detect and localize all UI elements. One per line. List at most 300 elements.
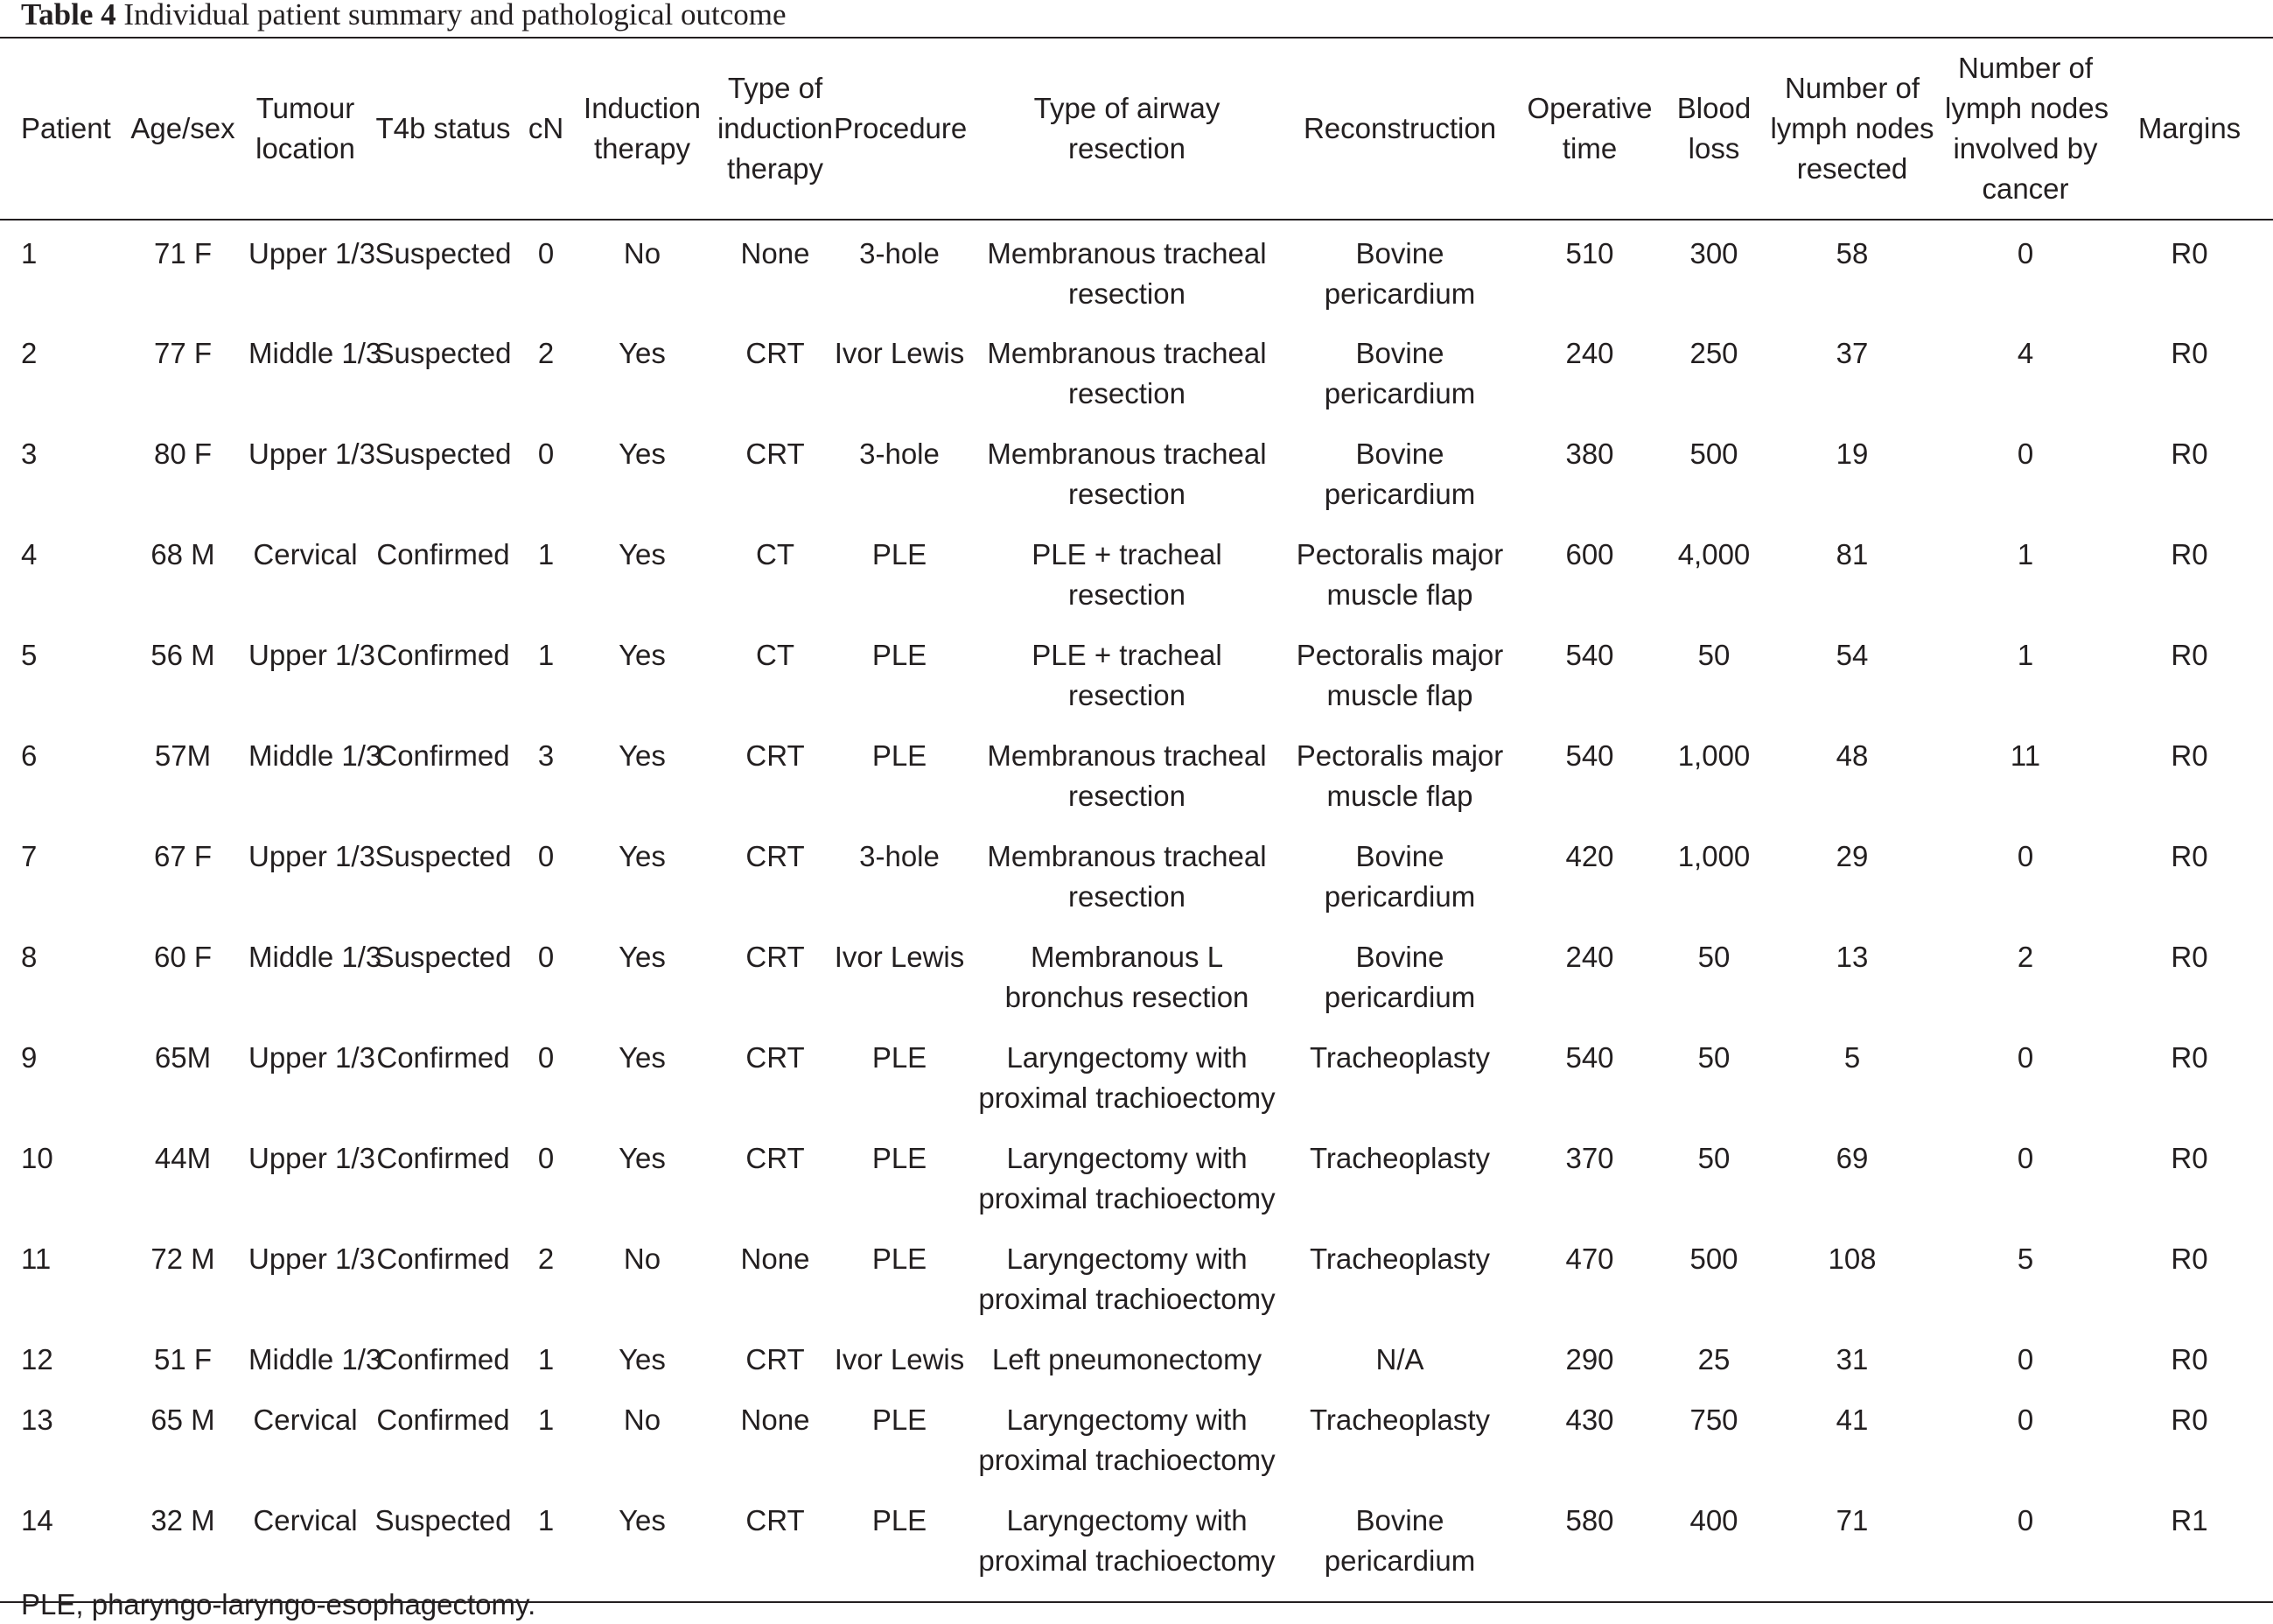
table-cell-line: 0 [537,840,555,872]
table-cell [2106,434,2273,535]
table-cell-line: Tracheoplasty [1309,1404,1491,1436]
table-cell-line: 7 [21,840,38,872]
column-header [362,38,524,220]
table-cell-line: 240 [1565,337,1614,369]
table-cell-line: None [740,237,810,270]
table-cell-line: CRT [745,1041,805,1074]
table-cell-line: 0 [2017,237,2034,270]
table-cell [1668,635,1759,736]
table-cell [117,937,248,1038]
table-cell [1289,220,1511,333]
table-cell [2106,1138,2273,1239]
table-cell [834,937,965,1038]
table-cell-line: 0 [537,1041,555,1074]
table-cell [362,535,524,635]
table-cell-line: 4,000 [1677,538,1751,570]
table-cell [834,1138,965,1239]
table-cell-line: No [623,1404,661,1436]
table-cell-line: 50 [1697,941,1731,973]
table-cell-line: Yes [619,337,666,369]
table-cell-line: 3-hole [859,840,940,872]
table-cell [1668,1239,1759,1340]
table-cell-line: 0 [537,941,555,973]
table-cell-line: 2 [21,337,38,369]
table-cell-line: 250 [1689,337,1738,369]
table-cell [834,1501,965,1602]
table-cell [834,1038,965,1138]
table-cell [1668,220,1759,333]
table-cell-line: CRT [745,1142,805,1174]
table-cell [1289,1400,1511,1501]
table-cell [1511,937,1668,1038]
table-cell-line: 3 [537,739,555,772]
table-cell-line: 81 [1836,538,1869,570]
table-cell [1945,1038,2106,1138]
table-cell [0,836,117,937]
table-cell [524,220,568,333]
table-cell-line: 50 [1697,1041,1731,1074]
table-cell [2106,937,2273,1038]
table-cell-line: PLE [871,1504,927,1536]
table-cell [362,1239,524,1340]
table-cell [1759,434,1945,535]
table-cell [117,434,248,535]
table-cell [1668,1501,1759,1602]
table-cell-line: Left pneumonectomy [991,1343,1262,1376]
table-cell-line: Confirmed [376,639,510,671]
table-cell-line: Pectoralis major [1296,538,1504,570]
table-cell [1511,1400,1668,1501]
table-cell [1759,937,1945,1038]
table-cell [524,1400,568,1501]
table-cell [1759,333,1945,434]
table-cell [834,635,965,736]
table-cell [2106,333,2273,434]
table-cell-line: 77 F [153,337,213,369]
table-cell-line: Confirmed [376,1142,510,1174]
table-cell-line: Membranous tracheal [987,438,1267,470]
column-header [0,38,117,220]
table-cell [717,736,834,836]
table-header [0,38,2273,220]
column-header-line: loss [1688,132,1740,164]
table-cell-line: 44M [154,1142,212,1174]
table-cell [568,1501,717,1602]
table-cell-line: Yes [619,739,666,772]
table-cell [965,736,1289,836]
table-cell [524,1340,568,1400]
table-cell [1511,434,1668,535]
table-cell-line: pericardium [1324,981,1476,1013]
table-cell-line: CRT [745,941,805,973]
column-header [1668,38,1759,220]
table-cell [568,1038,717,1138]
table-cell-line: 1 [21,237,38,270]
table-cell [717,333,834,434]
table-cell [1511,220,1668,333]
table-cell [248,1400,362,1501]
table-cell-line: Bovine [1355,1504,1444,1536]
table-cell-line: None [740,1404,810,1436]
table-cell-line: PLE [871,1142,927,1174]
table-cell [568,1340,717,1400]
table-cell-line: Confirmed [376,538,510,570]
table-cell-line: Suspected [374,1504,512,1536]
table-cell-line: Ivor Lewis [834,1343,965,1376]
table-cell [0,1400,117,1501]
table-cell [717,535,834,635]
table-cell-line: Laryngectomy with [1006,1041,1248,1074]
table-cell-line: resection [1068,780,1185,812]
table-cell-line: R1 [2171,1504,2208,1536]
table-cell [1759,836,1945,937]
table-cell-line: R0 [2171,639,2208,671]
table-cell-line: 0 [537,237,555,270]
table-cell-line: Yes [619,438,666,470]
table-cell-line: 29 [1836,840,1869,872]
table-cell [2106,535,2273,635]
table-cell [362,1340,524,1400]
table-cell [0,535,117,635]
table-cell-line: 5 [1843,1041,1861,1074]
table-cell-line: proximal trachioectomy [978,1283,1276,1315]
table-cell [965,220,1289,333]
table-cell [248,937,382,1038]
table-cell [834,836,965,937]
table-cell [2106,1239,2273,1340]
table-cell [1289,535,1511,635]
table-cell [117,1138,248,1239]
table-cell-line: Suspected [374,337,512,369]
table-cell [362,937,524,1038]
table-cell-line: 13 [1836,941,1869,973]
table-cell [1511,333,1668,434]
table-cell-line: Upper 1/3 [248,1041,375,1074]
table-cell-line: Upper 1/3 [248,237,375,270]
table-cell-line: 12 [21,1343,53,1376]
table-cell [117,333,248,434]
table-cell [717,1239,834,1340]
table-cell [717,1340,834,1400]
table-cell-line: resection [1068,478,1185,510]
table-cell [1511,635,1668,736]
table-cell [965,1340,1289,1400]
table-cell [524,836,568,937]
table-cell-line: 65M [154,1041,212,1074]
column-header-line: therapy [726,152,824,185]
table-cell [1759,1138,1945,1239]
table-cell-line: 0 [537,438,555,470]
table-cell [1759,535,1945,635]
column-header [117,38,248,220]
table-caption-label: Table 4 [21,0,116,32]
table-cell-line: R0 [2171,1404,2208,1436]
table-cell-line: No [623,237,661,270]
column-header-line: Patient [21,112,111,144]
table-cell-line: Suspected [374,438,512,470]
table-cell-line: Upper 1/3 [248,1242,375,1275]
table-cell-line: resection [1068,277,1185,310]
table-cell [117,1400,248,1501]
table-cell-line: 0 [2017,438,2034,470]
column-header-line: Number of [1957,52,2094,84]
table-cell-line: Confirmed [376,739,510,772]
table-cell-line: 470 [1565,1242,1614,1275]
table-cell [2106,836,2273,937]
table-cell-line: 0 [2017,840,2034,872]
table-row [0,1138,2273,1239]
table-cell [1945,1501,2106,1602]
table-cell-line: 3-hole [859,237,940,270]
table-cell [1668,836,1759,937]
table-cell [834,535,965,635]
table-cell [965,1138,1289,1239]
table-cell-line: Tracheoplasty [1309,1142,1491,1174]
table-row [0,220,2273,333]
table-cell-line: 51 F [153,1343,213,1376]
table-cell-line: 290 [1565,1343,1614,1376]
table-cell [248,1038,375,1138]
table-cell [965,535,1289,635]
table-cell-line: 0 [2017,1343,2034,1376]
table-cell [117,836,248,937]
table-cell [1945,635,2106,736]
table-cell-line: 400 [1689,1504,1738,1536]
column-header-line: time [1562,132,1618,164]
table-cell [1511,1138,1668,1239]
column-header [248,38,362,220]
table-row [0,535,2273,635]
table-cell [834,1239,965,1340]
table-cell-line: Laryngectomy with [1006,1242,1248,1275]
table-cell-line: resection [1068,377,1185,410]
table-cell [1289,333,1511,434]
table-cell [117,736,248,836]
table-cell-line: Bovine [1355,337,1444,369]
table-cell [362,1138,524,1239]
table-cell-line: R0 [2171,1041,2208,1074]
table-cell [524,635,568,736]
column-header-line: therapy [593,132,691,164]
table-body [0,220,2273,1602]
table-cell [2106,1501,2273,1602]
table-cell-line: 10 [21,1142,53,1174]
table-cell [568,736,717,836]
column-header-line: involved by [1953,132,2098,164]
table-cell-line: Yes [619,840,666,872]
table-cell-line: 1 [537,538,555,570]
table-cell [362,836,524,937]
table-cell-line: Pectoralis major [1296,739,1504,772]
table-caption [21,0,787,33]
table-cell [2106,1400,2273,1501]
table-cell-line: Yes [619,639,666,671]
table-cell [1668,937,1759,1038]
table-cell [1289,937,1511,1038]
table-cell [1289,1138,1511,1239]
table-cell-line: 2 [537,337,555,369]
table-cell [524,1038,568,1138]
table-cell-line: Upper 1/3 [248,1142,375,1174]
table-cell-line: 56 M [150,639,215,671]
patient-summary-table [0,37,2273,1603]
table-row [0,836,2273,937]
column-header [834,38,968,220]
table-cell-line: 580 [1565,1504,1614,1536]
table-cell [965,937,1289,1038]
column-header-line: location [255,132,355,164]
table-cell-line: R0 [2171,1142,2208,1174]
table-cell [1759,736,1945,836]
table-cell [0,1239,117,1340]
table-cell-line: Bovine [1355,237,1444,270]
table-cell [568,635,717,736]
column-header [568,38,717,220]
table-cell-line: pericardium [1324,377,1476,410]
table-cell [248,635,375,736]
table-row [0,434,2273,535]
table-row [0,1038,2273,1138]
table-cell-line: 4 [21,538,38,570]
table-cell [0,937,117,1038]
table-cell [1945,1138,2106,1239]
table-cell-line: Pectoralis major [1296,639,1504,671]
column-header-line: Margins [2137,112,2242,144]
table-cell-line: 50 [1697,1142,1731,1174]
table-cell [1945,736,2106,836]
table-cell [1289,635,1511,736]
table-cell [1668,333,1759,434]
table-cell [1759,1340,1945,1400]
table-cell [568,220,717,333]
table-cell [248,1138,375,1239]
table-cell-line: Membranous tracheal [987,337,1267,369]
table-cell [1759,1038,1945,1138]
table-cell-line: Bovine [1355,438,1444,470]
table-cell [0,1138,117,1239]
table-cell-line: Middle 1/3 [248,739,382,772]
table-cell [117,220,248,333]
table-cell [117,535,248,635]
column-header-line: Age/sex [130,112,235,144]
table-cell-line: 9 [21,1041,38,1074]
table-cell [568,535,717,635]
column-header [1759,38,1945,220]
table-cell-line: 1 [537,639,555,671]
table-cell-line: 71 [1836,1504,1869,1536]
table-cell-line: resection [1068,679,1185,711]
table-cell-line: muscle flap [1326,780,1473,812]
table-cell-line: 1 [537,1404,555,1436]
table-cell [568,333,717,434]
table-cell [717,635,834,736]
table-cell-line: Upper 1/3 [248,438,375,470]
table-cell-line: 1 [2017,538,2034,570]
table-cell-line: 54 [1836,639,1869,671]
table-cell-line: Yes [619,1343,666,1376]
table-cell [117,1340,248,1400]
table-cell-line: CRT [745,337,805,369]
table-cell [1511,736,1668,836]
table-cell [524,535,568,635]
table-cell-line: R0 [2171,337,2208,369]
table-cell-line: 1 [2017,639,2034,671]
table-cell-line: pericardium [1324,880,1476,913]
table-cell-line: 370 [1565,1142,1614,1174]
table-cell-line: Tracheoplasty [1309,1041,1491,1074]
table-cell [0,434,117,535]
table-cell-line: pericardium [1324,478,1476,510]
table-cell [2106,1038,2273,1138]
table-cell [1759,1239,1945,1340]
table-cell [717,1400,834,1501]
table-cell-line: 1,000 [1677,840,1751,872]
table-cell-line: None [740,1242,810,1275]
table-cell-line: Yes [619,1041,666,1074]
table-cell-line: 69 [1836,1142,1869,1174]
column-header-line: Type of [727,72,823,104]
table-row [0,1340,2273,1400]
table-cell [965,1239,1289,1340]
table-cell [965,635,1289,736]
table-cell-line: 19 [1836,438,1869,470]
table-cell-line: muscle flap [1326,679,1473,711]
table-cell-line: Yes [619,941,666,973]
table-cell-line: R0 [2171,1242,2208,1275]
table-cell-line: 510 [1565,237,1614,270]
table-cell [524,333,568,434]
table-cell-line: R0 [2171,840,2208,872]
table-cell [1511,836,1668,937]
table-cell-line: Bovine [1355,840,1444,872]
table-cell [362,333,524,434]
table-cell [1511,1501,1668,1602]
table-cell-line: pericardium [1324,1544,1476,1577]
table-cell [834,333,965,434]
table-cell-line: 58 [1836,237,1869,270]
table-cell-line: 380 [1565,438,1614,470]
table-cell-line: No [623,1242,661,1275]
table-cell [248,535,362,635]
table-cell [717,220,834,333]
table-cell-line: Laryngectomy with [1006,1404,1248,1436]
table-cell [117,1239,248,1340]
table-cell-line: 41 [1836,1404,1869,1436]
table-cell [965,1038,1289,1138]
table-cell [568,836,717,937]
table-cell [362,434,524,535]
table-cell-line: CRT [745,840,805,872]
table-cell-line: Upper 1/3 [248,840,375,872]
table-cell [1668,1138,1759,1239]
table-cell [1945,434,2106,535]
table-cell [834,434,965,535]
column-header-line: resected [1796,152,1908,185]
table-cell [524,937,568,1038]
table-cell-line: 430 [1565,1404,1614,1436]
table-cell-line: 32 M [150,1504,215,1536]
table-cell-line: 8 [21,941,38,973]
column-header-line: Number of [1784,72,1920,104]
table-cell-line: 2 [537,1242,555,1275]
table-cell-line: CT [756,538,794,570]
table-cell [1668,535,1759,635]
table-cell-line: 80 F [153,438,213,470]
column-header [1945,38,2109,220]
table-cell [1945,1239,2106,1340]
table-cell-line: Suspected [374,840,512,872]
column-header-line: Induction [584,92,701,124]
